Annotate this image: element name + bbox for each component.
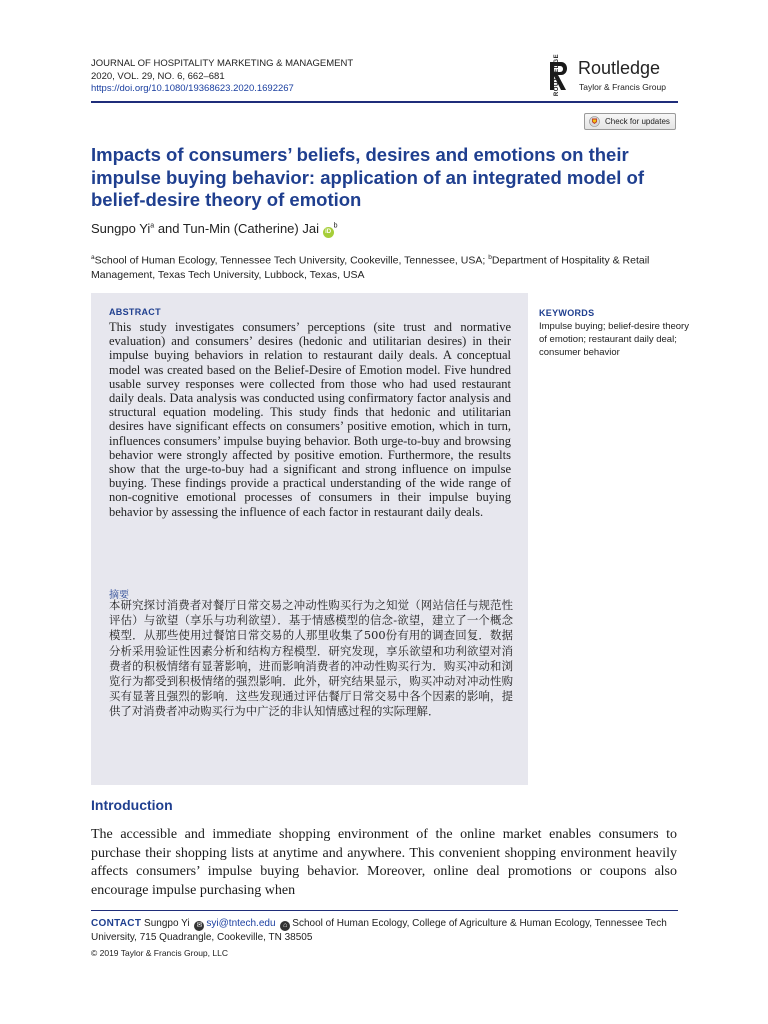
article-title: Impacts of consumers’ beliefs, desires and emotions on their impulse buying behavior: application of an integrated model of belief-desire theory of emotion: [91, 144, 644, 210]
journal-name: JOURNAL OF HOSPITALITY MARKETING & MANAGEMENT: [91, 58, 354, 69]
keywords-text: Impulse buying; belief-desire theory of emotion; restaurant daily deal; consumer behavior: [539, 321, 689, 358]
contact-label: CONTACT: [91, 918, 142, 929]
author-line: [91, 221, 338, 238]
update-badge-icon: [589, 116, 600, 127]
affil-a-mark: a: [91, 254, 95, 261]
abstract-text: This study investigates consumers’ perceptions (site trust and normative evaluation) and consumers’ desires (hedonic and utilitarian desires) in their impulse buying behaviors in relation to restaurant daily deals. A conceptual model was created based on the Belief-Desire of Emotion model. Five hundred usable survey responses were collected from those who had used restaurant daily deals. Data analysis was conducted using confirmatory factor analysis and structural equation modeling. This study finds that hedonic and utilitarian desires have significant effects on consumers’ positive emotion, which in turn, influences consumers’ impulse buying behavior. Both urge-to-buy and browsing behavior were strongly affected by positive emotion. Furthermore, the results show that the urge-to-buy had a significant and strong influence on impulse buying. These findings provide a practical understanding of the wide range of non-cognitive emotional processes of consumers in their impulse buying behavior by assessing the influence of each factor in restaurant daily deals.: [109, 320, 511, 519]
address-icon: ⌂: [280, 921, 290, 931]
introduction-text: The accessible and immediate shopping environment of the online market enables consumers to purchase their shopping lists at anytime and anywhere. This convenient shopping environment heavily affects consumers’ impulse buying behavior. Moreover, online deal promotions or coupons also encourage impulse purchasing when: [91, 827, 677, 898]
email-icon: ✉: [194, 921, 204, 931]
abstract-heading: ABSTRACT: [109, 307, 161, 317]
author-1-affil-mark: a: [150, 222, 155, 230]
affil-a: School of Human Ecology, Tennessee Tech University, Cookeville, Tennessee, USA;: [94, 254, 489, 267]
keywords-heading: KEYWORDS: [539, 308, 595, 318]
orcid-icon[interactable]: iD: [323, 227, 334, 238]
publisher-name: Routledge: [578, 58, 661, 78]
doi-link[interactable]: https://doi.org/10.1080/19368623.2020.1692267: [91, 83, 294, 94]
contact-name: Sungpo Yi: [144, 918, 190, 929]
contact-email[interactable]: syi@tntech.edu: [206, 918, 276, 929]
author-2[interactable]: Tun-Min (Catherine) Jai: [182, 221, 319, 236]
journal-citation: 2020, VOL. 29, NO. 6, 662–681: [91, 70, 225, 82]
footer-rule: [91, 910, 678, 911]
copyright: © 2019 Taylor & Francis Group, LLC: [91, 948, 228, 958]
introduction-heading: Introduction: [91, 797, 173, 813]
chinese-abstract-text: 本研究探讨消费者对餐厅日常交易之冲动性购买行为之知觉（网站信任与规范性评估）与欲望（享乐与功利欲望）．基于情感模型的信念-欲望，建立了一个概念模型．从那些使用过餐馆日常交易的人那里收集了500份有用的调查回复．数据分析采用验证性因素分析和结构方程模型．研究发现，享乐欲望和功利欲望对消费者的积极情绪有显著影响，进而影响消费者的冲动性购买行为．购买冲动和浏览行为都受到积极情绪的强烈影响．此外，研究结果显示，购买冲动对冲动性购买有显著且强烈的影响．这些发现通过评估餐厅日常交易中各个因素的影响，提供了对消费者冲动购买行为中广泛的非认知情感过程的实际理解．: [109, 598, 513, 719]
publisher-subtitle: Taylor & Francis Group: [579, 82, 666, 92]
chinese-abstract-heading: 摘要: [109, 590, 129, 601]
header-rule: [91, 101, 678, 103]
author-1[interactable]: Sungpo Yi: [91, 221, 151, 236]
check-updates-label: Check for updates: [605, 117, 670, 126]
affil-b: Department of Hospitality & Retail Management, Texas Tech University, Lubbock, Texas, USA: [91, 254, 650, 281]
affiliations: [91, 251, 671, 282]
contact-info: [91, 917, 681, 944]
contact-address: School of Human Ecology, College of Agriculture & Human Ecology, Tennessee Tech University, 715 Quadrangle, Cookeville, TN 38505: [91, 918, 667, 943]
publisher-side-text: ROUTLEDGE: [554, 53, 561, 97]
affil-b-mark: b: [488, 254, 492, 261]
author-conjunction: and: [157, 221, 180, 236]
journal-header: [91, 58, 353, 96]
author-2-affil-mark: b: [333, 222, 338, 230]
check-for-updates-button[interactable]: [584, 113, 676, 130]
publisher-logo: [544, 53, 684, 98]
